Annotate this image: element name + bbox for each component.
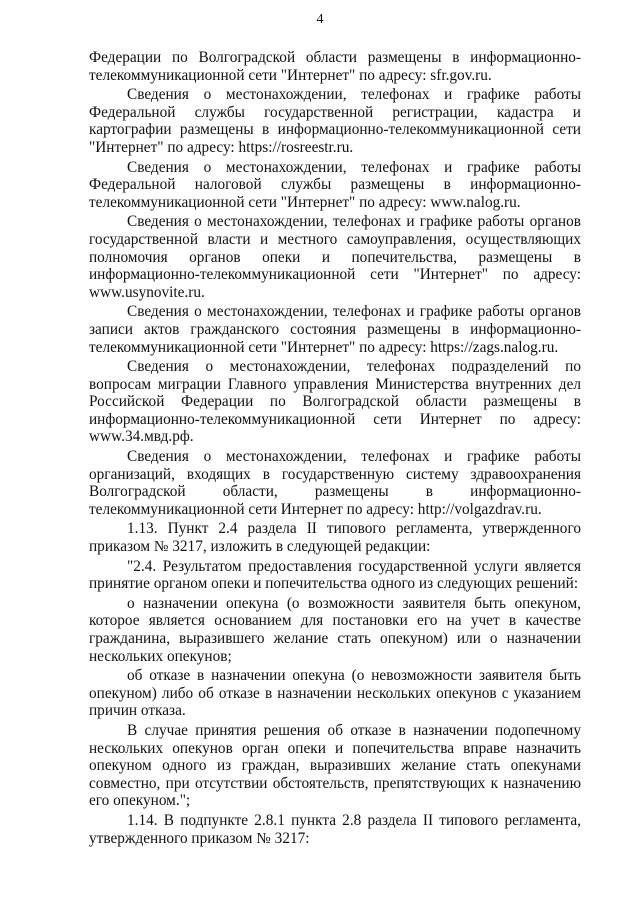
paragraph-2: Сведения о местонахождении, телефонах и графике работы Федеральной службы государственной регистрации, кадастра и картографии размещены в информационно-телекоммуникационной сети "Интернет" по адресу: https://rosreestr.ru.	[89, 86, 581, 156]
paragraph-11: об отказе в назначении опекуна (о невозможности заявителя быть опекуном) либо об отказе в назначении нескольких опекунов с указанием причин отказа.	[89, 667, 581, 720]
document-body	[89, 49, 581, 847]
paragraph-6: Сведения о местонахождении, телефонах подразделений по вопросам миграции Главного управления Министерства внутренних дел Российской Федерации по Волгоградской области размещены в информационно-телекоммуникационной сети Интернет по адресу: www.34.мвд.рф.	[89, 358, 581, 446]
paragraph-7: Сведения о местонахождении, телефонах и графике работы организаций, входящих в государственную систему здравоохранения Волгоградской области, размещены в информационно-телекоммуникационной сети Интернет по адресу: http://volgazdrav.ru.	[89, 448, 581, 518]
paragraph-13: 1.14. В подпункте 2.8.1 пункта 2.8 раздела II типового регламента, утвержденного приказом № 3217:	[89, 811, 581, 847]
paragraph-3: Сведения о местонахождении, телефонах и графике работы Федеральной налоговой службы размещены в информационно-телекоммуникационной сети "Интернет" по адресу: www.nalog.ru.	[89, 158, 581, 211]
paragraph-1: Федерации по Волгоградской области размещены в информационно-телекоммуникационной сети "Интернет" по адресу: sfr.gov.ru.	[89, 49, 581, 84]
page-number: 4	[316, 12, 324, 27]
paragraph-10: о назначении опекуна (о возможности заявителя быть опекуном, которое является основанием для постановки его на учет в качестве гражданина, выразившего желание стать опекуном) или о назначении нескольких опекунов;	[89, 594, 581, 665]
paragraph-9: "2.4. Результатом предоставления государственной услуги является принятие органом опеки и попечительства одного из следующих решений:	[89, 557, 581, 593]
paragraph-4: Сведения о местонахождении, телефонах и графике работы органов государственной власти и местного самоуправления, осуществляющих полномочия органов опеки и попечительства, размещены в информационно-телекоммуникационной сети "Интернет" по адресу: www.usynovite.ru.	[89, 213, 581, 301]
paragraph-5: Сведения о местонахождении, телефонах и графике работы органов записи актов гражданского состояния размещены в информационно-телекоммуникационной сети "Интернет" по адресу: https://zags.nalog.ru.	[89, 303, 581, 356]
paragraph-12: В случае принятия решения об отказе в назначении подопечному нескольких опекунов орган опеки и попечительства вправе назначить опекуном одного из граждан, выразивших желание стать опекунами совместно, при отсутствии обстоятельств, препятствующих к назначению его опекуном.";	[89, 721, 581, 810]
paragraph-8: 1.13. Пункт 2.4 раздела II типового регламента, утвержденного приказом № 3217, изложить в следующей редакции:	[89, 520, 581, 556]
